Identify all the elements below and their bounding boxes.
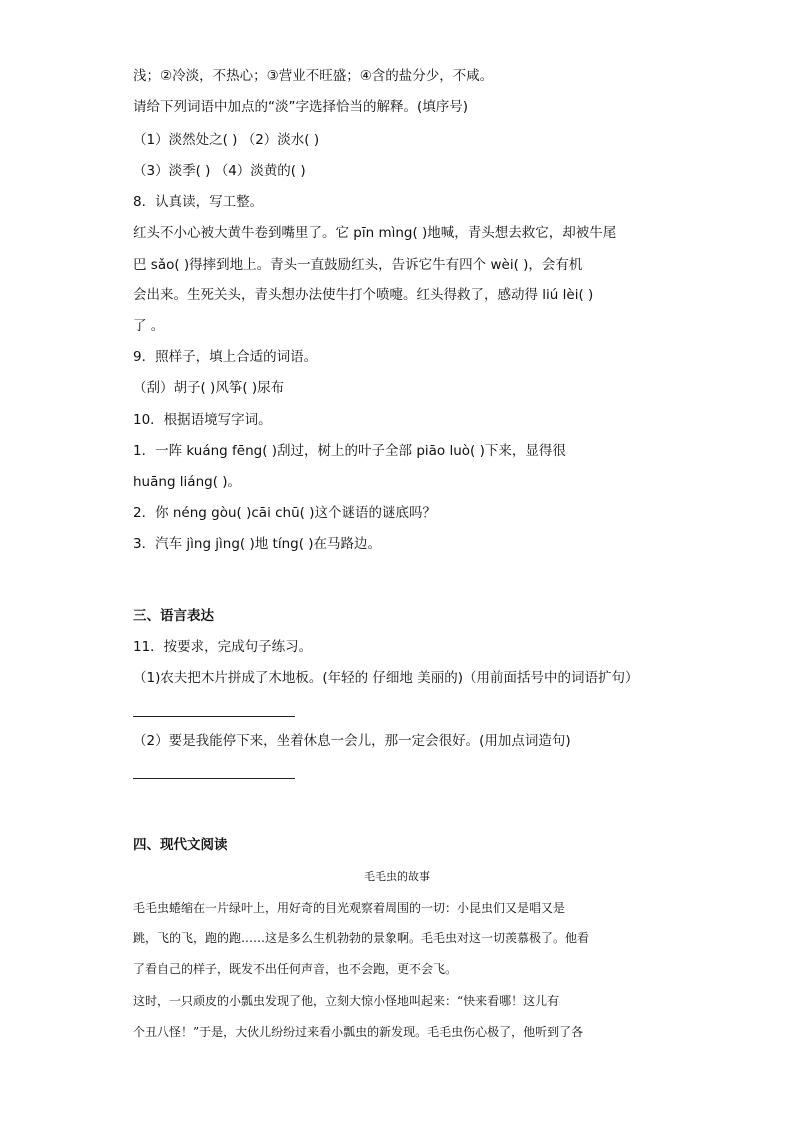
answer-line[interactable] (133, 716, 295, 717)
text-line: 浅；②冷淡，不热心；③营业不旺盛；④含的盐分少，不咸。 (133, 68, 494, 84)
story-line: 跳，飞的飞，跑的跑……这是多么生机勃勃的景象啊。毛毛虫对这一切羡慕极了。他看 (133, 931, 590, 945)
text-line: （刮）胡子( )风筝( )尿布 (133, 380, 285, 396)
text-line: （3）淡季( ) （4）淡黄的( ) (133, 163, 306, 179)
question-heading: 11．按要求，完成句子练习。 (133, 639, 313, 655)
story-line: 这时，一只顽皮的小瓢虫发现了他，立刻大惊小怪地叫起来：“快来看哪！这儿有 (133, 994, 560, 1008)
text-line: 红头不小心被大黄牛卷到嘴里了。它 pīn mìng( )地喊，青头想去救它，却被牛尾 (133, 225, 617, 241)
question-heading: 9．照样子，填上合适的词语。 (133, 349, 318, 365)
text-line: （1）淡然处之( ) （2）淡水( ) (133, 132, 320, 148)
text-line: 会出来。生死关头，青头想办法使牛打个喷嚏。红头得救了，感动得 liú lèi( ) (133, 287, 594, 303)
story-title: 毛毛虫的故事 (364, 870, 430, 883)
text-line: huāng liáng( )。 (133, 474, 242, 490)
answer-line[interactable] (133, 778, 295, 779)
story-line: 了看自己的样子，既发不出任何声音，也不会跑，更不会飞。 (133, 962, 458, 976)
text-line: 巴 sǎo( )得摔到地上。青头一直鼓励红头，告诉它牛有四个 wèi( )，会有机 (133, 257, 583, 273)
text-line: 3．汽车 jìng jìng( )地 tíng( )在马路边。 (133, 536, 382, 552)
question-heading: 10．根据语境写字词。 (133, 412, 272, 428)
section-heading: 四、现代文阅读 (133, 837, 228, 853)
text-line: 请给下列词语中加点的“淡”字选择恰当的解释。(填序号) (133, 99, 469, 115)
section-heading: 三、语言表达 (133, 608, 214, 624)
story-line: 毛毛虫蜷缩在一片绿叶上，用好奇的目光观察着周围的一切：小昆虫们又是唱又是 (133, 901, 566, 915)
text-line: 2．你 néng gòu( )cāi chū( )这个谜语的谜底吗？ (133, 505, 436, 521)
question-heading: 8．认真读，写工整。 (133, 194, 264, 210)
text-line: （1)农夫把木片拼成了木地板。(年轻的 仔细地 美丽的)（用前面括号中的词语扩句） (133, 670, 639, 686)
text-line: 1．一阵 kuáng fēng( )刮过，树上的叶子全部 piāo luò( )下来，显得很 (133, 443, 566, 459)
text-line: （2）要是我能停下来，坐着休息一会儿，那一定会很好。(用加点词造句) (133, 733, 571, 749)
text-line: 了 。 (133, 318, 165, 334)
story-line: 个丑八怪！”于是，大伙儿纷纷过来看小瓢虫的新发现。毛毛虫伤心极了，他听到了各 (133, 1025, 584, 1039)
